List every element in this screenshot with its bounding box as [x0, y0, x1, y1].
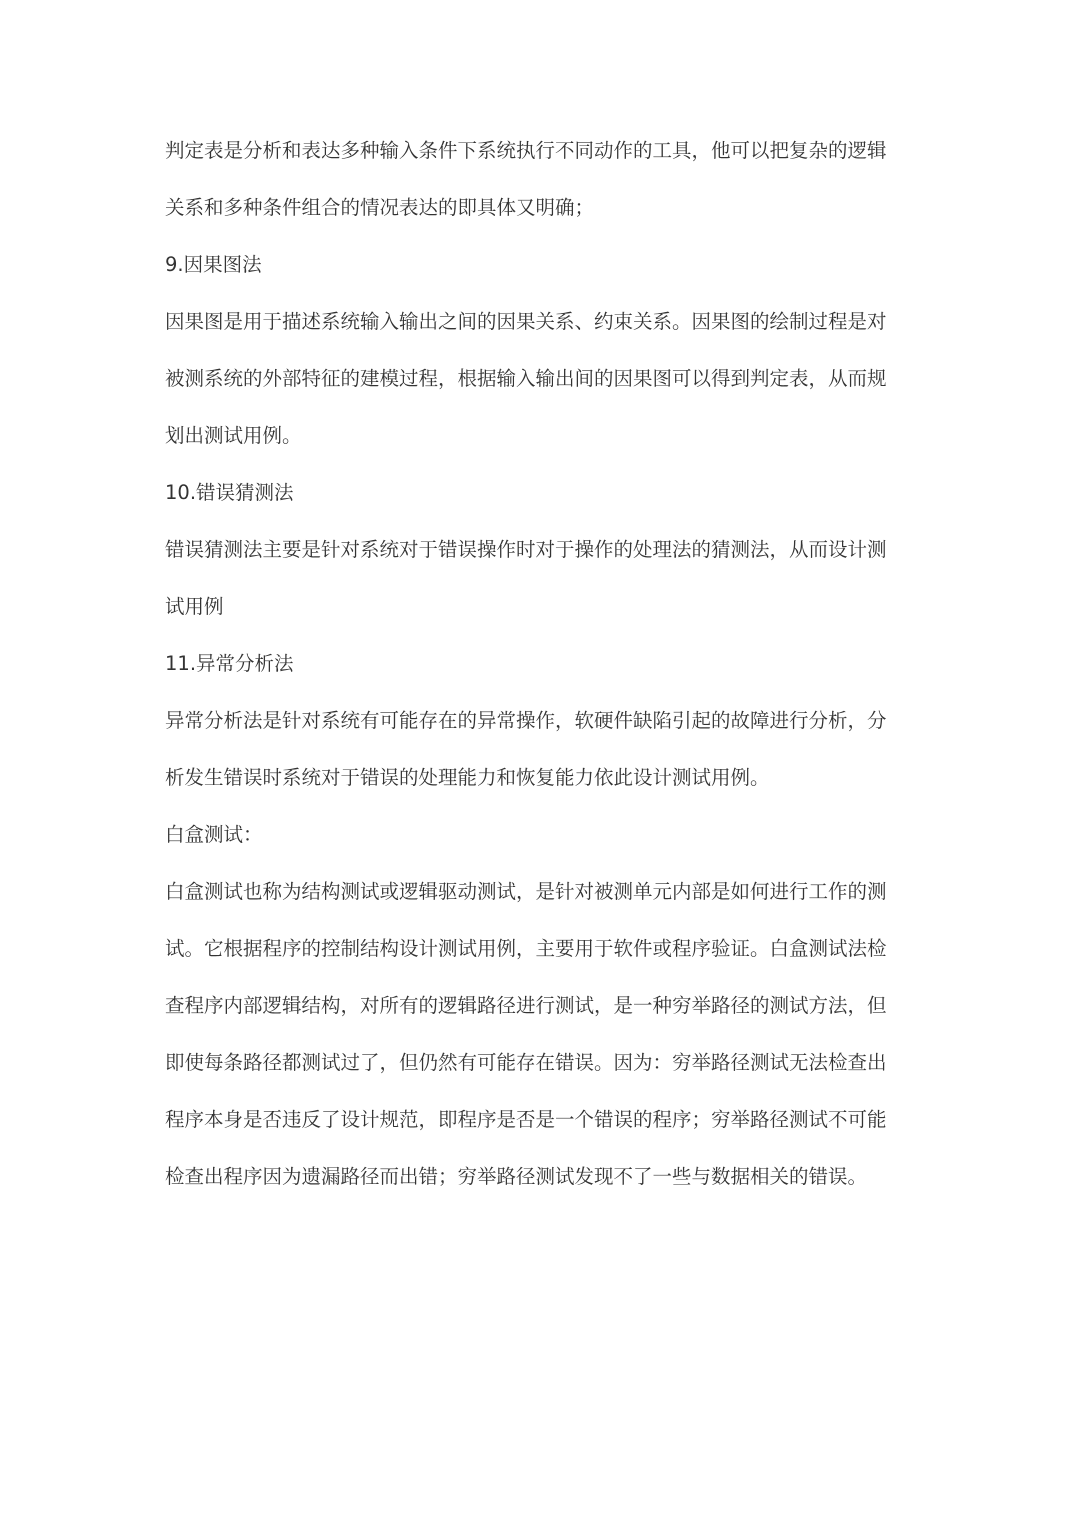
paragraph-white-box-testing: 白盒测试也称为结构测试或逻辑驱动测试，是针对被测单元内部是如何进行工作的测试。它根据程序的控制结构设计测试用例，主要用于软件或程序验证。白盒测试法检查程序内部逻辑结构，对所有的逻辑路径进行测试，是一种穷举路径的测试方法，但即使每条路径都测试过了，但仍然有可能存在错误。因为：穷举路径测试无法检查出程序本身是否违反了设计规范，即程序是否是一个错误的程序；穷举路径测试不可能检查出程序因为遗漏路径而出错；穷举路径测试发现不了一些与数据相关的错误。: [165, 880, 887, 1188]
heading-error-guessing: 10.错误猜测法: [165, 481, 294, 504]
paragraph-error-guessing: 错误猜测法主要是针对系统对于错误操作时对于操作的处理法的猜测法，从而设计测试用例: [165, 538, 887, 618]
paragraph-cause-effect-graph: 因果图是用于描述系统输入输出之间的因果关系、约束关系。因果图的绘制过程是对被测系统的外部特征的建模过程，根据输入输出间的因果图可以得到判定表，从而规划出测试用例。: [165, 310, 887, 447]
heading-cause-effect-graph: 9.因果图法: [165, 253, 262, 276]
heading-exception-analysis: 11.异常分析法: [165, 652, 294, 675]
document-body: [165, 122, 905, 1205]
paragraph-decision-table: 判定表是分析和表达多种输入条件下系统执行不同动作的工具，他可以把复杂的逻辑关系和多种条件组合的情况表达的即具体又明确；: [165, 139, 887, 219]
paragraph-exception-analysis: 异常分析法是针对系统有可能存在的异常操作，软硬件缺陷引起的故障进行分析，分析发生错误时系统对于错误的处理能力和恢复能力依此设计测试用例。: [165, 709, 887, 789]
heading-white-box-testing: 白盒测试：: [165, 823, 263, 846]
